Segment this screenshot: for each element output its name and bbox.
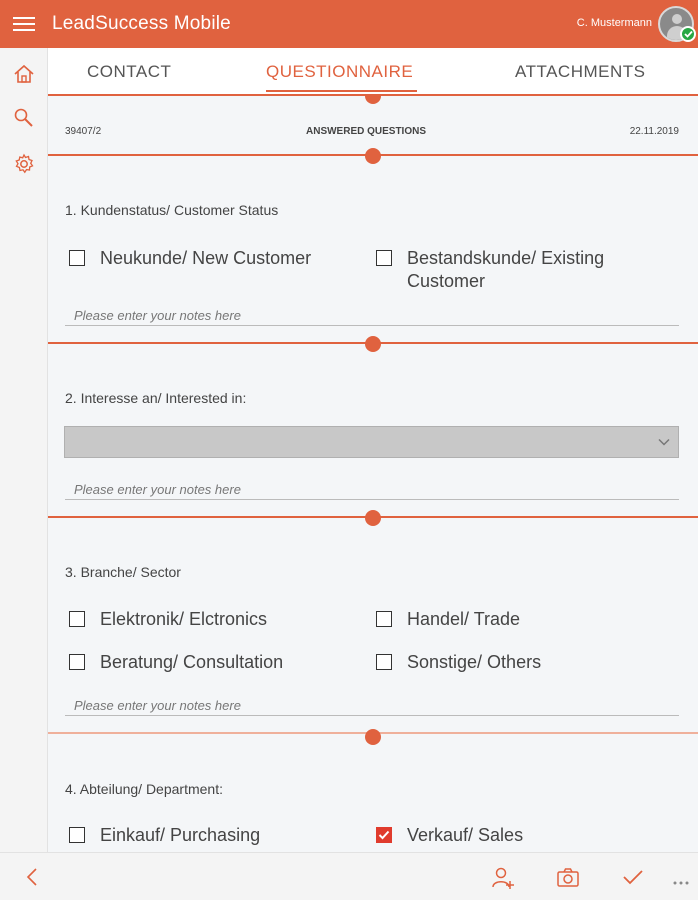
option-new-customer-checkbox[interactable] [69,250,85,266]
option-existing-customer-label-line2[interactable]: Customer [407,271,486,291]
record-id: 39407/2 [65,126,102,137]
search-icon[interactable] [12,106,36,130]
question-3-notes-input[interactable] [65,692,679,716]
tab-contact[interactable]: CONTACT [87,62,172,81]
home-icon[interactable] [12,62,36,86]
more-icon[interactable] [672,873,692,891]
option-existing-customer-checkbox[interactable] [376,250,392,266]
tab-bar [48,48,698,96]
gear-icon[interactable] [12,152,36,176]
question-4-title: 4. Abteilung/ Department: [65,781,223,797]
question-1-notes-input[interactable] [65,302,679,326]
option-electronics-label[interactable]: Elektronik/ Elctronics [100,609,268,629]
app-header [0,0,698,48]
bottom-toolbar [0,852,698,900]
chevron-down-icon [658,438,670,446]
tab-attachments[interactable]: ATTACHMENTS [515,62,646,81]
record-date: 22.11.2019 [629,126,679,137]
answered-questions-label: ANSWERED QUESTIONS [306,126,427,137]
divider-dot [365,510,381,526]
camera-icon[interactable] [555,865,581,894]
sidebar [0,48,48,852]
active-tab-indicator [266,90,417,92]
checkmark-icon[interactable] [621,865,645,894]
question-3-title: 3. Branche/ Sector [65,564,181,580]
option-purchasing-label[interactable]: Einkauf/ Purchasing [100,825,261,845]
interest-select[interactable] [64,426,679,458]
option-others-checkbox[interactable] [376,654,392,670]
option-trade-label[interactable]: Handel/ Trade [407,609,521,629]
option-purchasing-checkbox[interactable] [69,827,85,843]
app-title: LeadSuccess Mobile [52,13,231,34]
online-status-icon [680,26,696,42]
option-sales-checkbox[interactable] [376,827,392,843]
option-consultation-checkbox[interactable] [69,654,85,670]
menu-icon[interactable] [0,0,48,48]
option-electronics-checkbox[interactable] [69,611,85,627]
back-icon[interactable] [24,865,40,894]
user-name: C. Mustermann [576,17,652,29]
option-others-label[interactable]: Sonstige/ Others [407,652,542,672]
option-new-customer-label[interactable]: Neukunde/ New Customer [100,248,312,268]
question-2-notes-input[interactable] [65,476,679,500]
option-trade-checkbox[interactable] [376,611,392,627]
divider-dot [365,336,381,352]
checkmark-icon [377,828,391,842]
divider-dot [365,148,381,164]
divider-dot [365,729,381,745]
question-2-title: 2. Interesse an/ Interested in: [65,390,247,406]
add-contact-icon[interactable] [490,865,516,896]
option-existing-customer-label[interactable]: Bestandskunde/ Existing [407,248,605,268]
option-consultation-label[interactable]: Beratung/ Consultation [100,652,284,672]
option-sales-label[interactable]: Verkauf/ Sales [407,825,524,845]
questionnaire-content[interactable] [48,96,698,852]
tab-questionnaire[interactable]: QUESTIONNAIRE [266,62,414,81]
question-1-title: 1. Kundenstatus/ Customer Status [65,202,279,218]
divider-dot [365,96,381,104]
